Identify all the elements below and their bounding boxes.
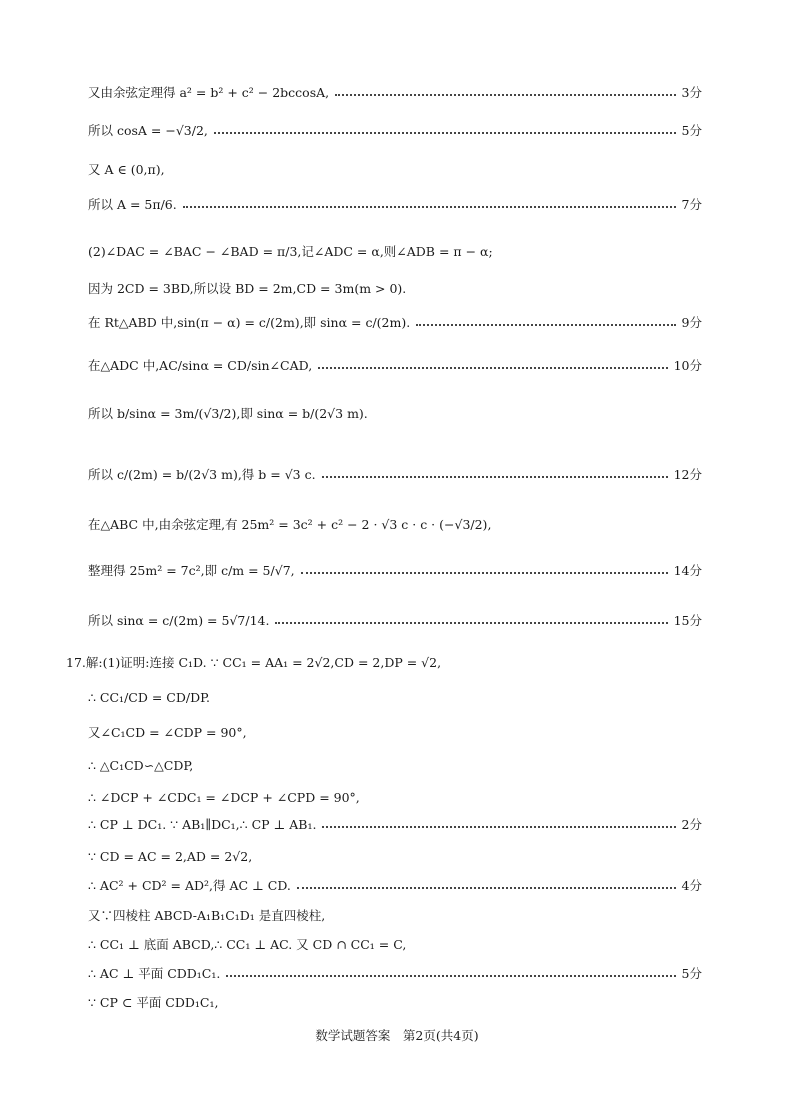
leader-dots bbox=[335, 94, 675, 96]
solution-line bbox=[88, 240, 702, 262]
line-text: 又∠C₁CD = ∠CDP = 90°, bbox=[88, 725, 247, 740]
solution-line bbox=[88, 904, 702, 926]
solution-line bbox=[88, 845, 702, 867]
line-text: 又∵四棱柱 ABCD-A₁B₁C₁D₁ 是直四棱柱, bbox=[88, 908, 326, 923]
solution-line bbox=[88, 721, 702, 743]
solution-line bbox=[88, 991, 702, 1013]
solution-line bbox=[88, 754, 702, 776]
score-label: 10分 bbox=[673, 358, 702, 373]
solution-line bbox=[88, 686, 702, 708]
leader-dots bbox=[297, 887, 676, 889]
score-label: 5分 bbox=[681, 123, 702, 138]
line-text: 所以 b/sinα = 3m/(√3/2),即 sinα = b/(2√3 m). bbox=[88, 406, 368, 421]
score-label: 3分 bbox=[681, 85, 702, 100]
leader-dots bbox=[214, 132, 676, 134]
leader-dots bbox=[318, 367, 667, 369]
solution-line bbox=[88, 513, 702, 535]
score-label: 12分 bbox=[673, 467, 702, 482]
line-text: ∴ CP ⊥ DC₁. ∵ AB₁∥DC₁,∴ CP ⊥ AB₁. bbox=[88, 816, 317, 832]
line-text: ∴ AC² + CD² = AD²,得 AC ⊥ CD. bbox=[88, 878, 291, 893]
score-label: 2分 bbox=[681, 817, 702, 832]
solution-line bbox=[88, 786, 702, 808]
line-text: 17.解:(1)证明:连接 C₁D. ∵ CC₁ = AA₁ = 2√2,CD = 2,DP = √2, bbox=[66, 655, 442, 670]
score-label: 7分 bbox=[681, 197, 702, 212]
line-text: 又由余弦定理得 a² = b² + c² − 2bccosA, bbox=[88, 85, 330, 100]
solution-line bbox=[88, 813, 702, 835]
solution-line bbox=[88, 874, 702, 896]
line-text: 又 A ∈ (0,π), bbox=[88, 162, 165, 177]
score-label: 5分 bbox=[681, 966, 702, 981]
solution-line bbox=[88, 193, 702, 215]
line-text: 所以 c/(2m) = b/(2√3 m),得 b = √3 c. bbox=[88, 467, 316, 482]
leader-dots bbox=[322, 476, 668, 478]
line-text: (2)∠DAC = ∠BAC − ∠BAD = π/3,记∠ADC = α,则∠ADB = π − α; bbox=[88, 244, 493, 259]
score-label: 15分 bbox=[673, 613, 702, 628]
solution-line bbox=[88, 158, 702, 180]
solution-line bbox=[88, 609, 702, 631]
leader-dots bbox=[322, 826, 675, 828]
line-text: 在△ABC 中,由余弦定理,有 25m² = 3c² + c² − 2 · √3 c · c · (−√3/2), bbox=[88, 517, 492, 532]
solution-line bbox=[88, 933, 702, 955]
leader-dots bbox=[416, 324, 675, 326]
line-text: 所以 cosA = −√3/2, bbox=[88, 123, 208, 138]
solution-line bbox=[88, 962, 702, 984]
line-text: ∵ CP ⊂ 平面 CDD₁C₁, bbox=[88, 995, 219, 1010]
score-label: 9分 bbox=[681, 315, 702, 330]
page-footer: 数学试题答案 第2页(共4页) bbox=[315, 1028, 479, 1043]
leader-dots bbox=[226, 975, 675, 977]
solution-line bbox=[88, 354, 702, 376]
score-label: 4分 bbox=[681, 878, 702, 893]
line-text: ∴ CC₁ ⊥ 底面 ABCD,∴ CC₁ ⊥ AC. 又 CD ∩ CC₁ = C, bbox=[88, 937, 407, 952]
line-text: 在 Rt△ABD 中,sin(π − α) = c/(2m),即 sinα = c/(2m). bbox=[88, 315, 411, 330]
solution-line bbox=[88, 119, 702, 141]
line-text: 在△ADC 中,AC/sinα = CD/sin∠CAD, bbox=[88, 358, 313, 373]
line-text: ∴ AC ⊥ 平面 CDD₁C₁. bbox=[88, 966, 221, 981]
line-text: ∴ CC₁/CD = CD/DP. bbox=[88, 689, 210, 705]
line-text: 所以 sinα = c/(2m) = 5√7/14. bbox=[88, 613, 270, 628]
line-text: 整理得 25m² = 7c²,即 c/m = 5/√7, bbox=[88, 563, 295, 578]
solution-line bbox=[88, 402, 702, 424]
solution-line bbox=[88, 311, 702, 333]
leader-dots bbox=[275, 622, 667, 624]
line-text: ∵ CD = AC = 2,AD = 2√2, bbox=[88, 848, 253, 864]
line-text: 所以 A = 5π/6. bbox=[88, 197, 177, 212]
solution-line bbox=[88, 277, 702, 299]
leader-dots bbox=[301, 572, 668, 574]
line-text: ∴ ∠DCP + ∠CDC₁ = ∠DCP + ∠CPD = 90°, bbox=[88, 789, 360, 805]
solution-line bbox=[88, 81, 702, 103]
leader-dots bbox=[183, 206, 676, 208]
solution-line bbox=[88, 463, 702, 485]
solution-line bbox=[88, 559, 702, 581]
solution-line bbox=[66, 651, 702, 673]
line-text: ∴ △C₁CD∽△CDP, bbox=[88, 757, 194, 773]
line-text: 因为 2CD = 3BD,所以设 BD = 2m,CD = 3m(m > 0). bbox=[88, 281, 407, 296]
score-label: 14分 bbox=[673, 563, 702, 578]
